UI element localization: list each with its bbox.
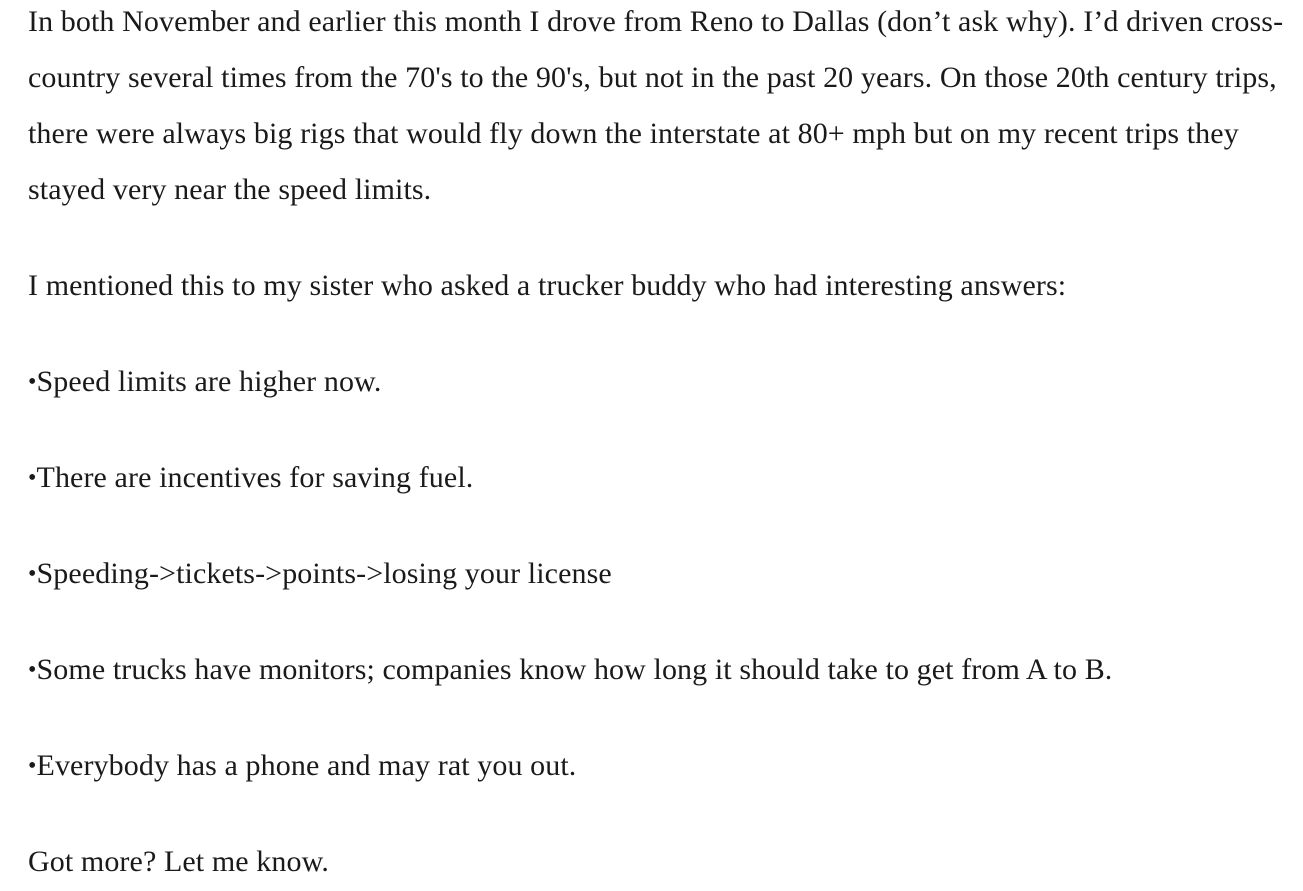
list-item [28, 546, 1300, 602]
list-item-text: There are incentives for saving fuel. [36, 461, 474, 494]
bullet-icon: • [28, 753, 37, 779]
list-item-text: Speeding->tickets->points->losing your license [36, 557, 612, 590]
bullet-icon: • [28, 561, 37, 587]
answers-list [28, 354, 1300, 794]
article-body [28, 0, 1300, 890]
list-item-text: Speed limits are higher now. [36, 365, 382, 398]
bullet-icon: • [28, 369, 37, 395]
list-item [28, 450, 1300, 506]
bullet-icon: • [28, 465, 37, 491]
paragraph-trucker-buddy: I mentioned this to my sister who asked a trucker buddy who had interesting answers: [28, 269, 1067, 302]
list-item [28, 738, 1300, 794]
list-item [28, 642, 1300, 698]
list-item-text: Everybody has a phone and may rat you out. [36, 749, 577, 782]
list-item [28, 354, 1300, 410]
bullet-icon: • [28, 657, 37, 683]
paragraph-road-trip: In both November and earlier this month I drove from Reno to Dallas (don’t ask why). I’d driven cross-country several times from the 70's to the 90's, but not in the past 20 years. On those 20th century trips, there were always big rigs that would fly down the interstate at 80+ mph but on my recent trips they stayed very near the speed limits. [28, 5, 1284, 206]
closing-line: Got more? Let me know. [28, 845, 329, 878]
list-item-text: Some trucks have monitors; companies know how long it should take to get from A to B. [36, 653, 1113, 686]
